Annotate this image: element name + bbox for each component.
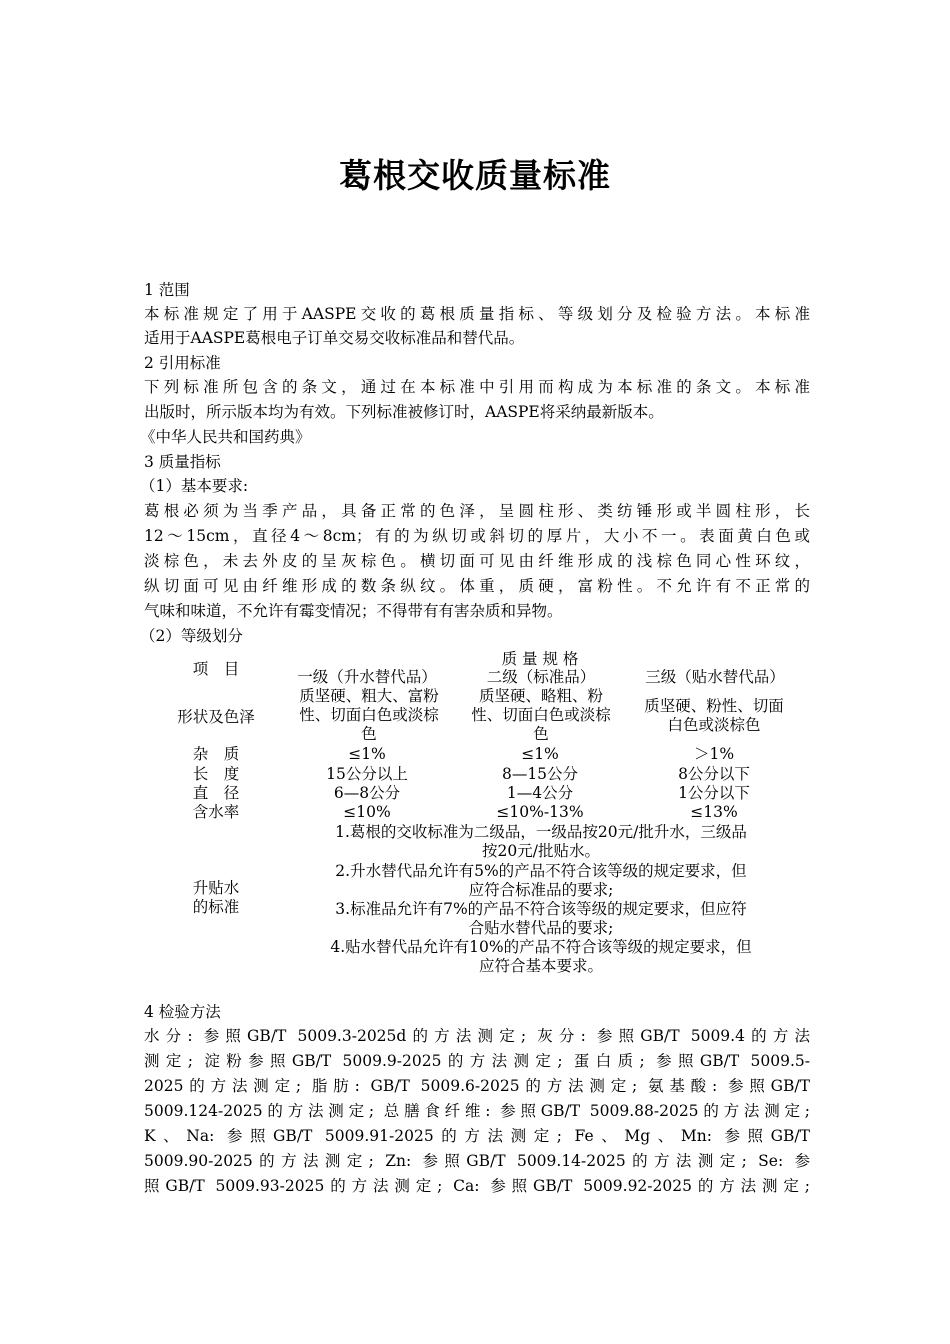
table-row-label-premium: 升贴水 (192, 879, 240, 897)
section-2-heading: 2 引用标准 (144, 354, 221, 372)
cell-text-line: 性、切面白色或淡棕 (471, 706, 611, 724)
section-1-text-line: 适用于AASPE葛根电子订单交易交收标准品和替代品。 (144, 329, 525, 347)
cell-text-line: 质坚硬、略粗、粉 (478, 687, 603, 705)
table-header-item: 项 目 (192, 660, 240, 678)
cell-text-line: 质坚硬、粗大、富粉 (299, 687, 439, 705)
table-row-label: 含水率 (192, 803, 240, 821)
table-cell: 1公分以下 (678, 784, 750, 802)
table-cell: 6—8公分 (333, 784, 401, 802)
cell-text-line: 色 (361, 725, 377, 743)
rule-line: 应符合标准品的要求; (468, 881, 614, 899)
section-4-text-line: 测定; 淀粉参照GB/T 5009.9-2025的方法测定; 蛋白质; 参照GB/T 5009.5- (144, 1052, 810, 1070)
section-2-text-line: 下列标准所包含的条文，通过在本标准中引用而构成为本标准的条文。本标准 (144, 378, 810, 396)
rule-line: 合贴水替代品的要求; (468, 919, 614, 937)
table-cell: ≤1% (348, 745, 386, 763)
basic-requirements-line: 12～15cm，直径4～8cm；有的为纵切或斜切的厚片，大小不一。表面黄白色或 (144, 527, 810, 545)
cell-text-line: 色 (533, 725, 549, 743)
table-row-label-shape: 形状及色泽 (177, 708, 255, 726)
table-header-grade-3: 三级（贴水替代品） (645, 668, 785, 686)
table-header-spec: 质 量 规 格 (501, 650, 579, 668)
basic-requirements-line: 气味和味道，不允许有霉变情况；不得带有有害杂质和异物。 (144, 602, 563, 620)
document-title: 葛根交收质量标准 (339, 156, 611, 195)
table-header-grade-1: 一级（升水替代品） (297, 668, 437, 686)
table-row-label: 长 度 (192, 765, 240, 783)
section-2-text-line: 出版时，所示版本均为有效。下列标准被修订时，AASPE将采纳最新版本。 (144, 403, 664, 421)
basic-requirements-line: 葛根必须为当季产品，具备正常的色泽，呈圆柱形、类纺锤形或半圆柱形，长 (144, 502, 810, 520)
cell-text-line: 性、切面白色或淡棕 (299, 706, 439, 724)
section-4-text-line: 水分: 参照GB/T 5009.3-2025d的方法测定; 灰分: 参照GB/T 5009.4的方法 (144, 1027, 810, 1045)
table-row-label: 直 径 (192, 784, 240, 802)
table-cell: 8公分以下 (678, 765, 750, 783)
basic-requirements-line: 淡棕色，未去外皮的呈灰棕色。横切面可见由纤维形成的浅棕色同心性环纹， (144, 552, 810, 570)
grade-division-heading: （2）等级划分 (140, 627, 243, 645)
table-cell: ＞1% (693, 745, 735, 763)
cell-text-line: 质坚硬、粉性、切面 (644, 697, 784, 715)
table-cell: ≤10% (343, 803, 391, 821)
table-cell: 8—15公分 (501, 765, 579, 783)
table-cell: ≤1% (521, 745, 559, 763)
table-header-grade-2: 二级（标准品） (486, 668, 596, 686)
basic-requirements-heading: （1）基本要求: (140, 477, 249, 495)
rule-line: 4.贴水替代品允许有10%的产品不符合该等级的规定要求，但 (330, 938, 752, 956)
section-1-text-line: 本标准规定了用于AASPE交收的葛根质量指标、等级划分及检验方法。本标准 (144, 305, 810, 323)
table-row-label: 杂 质 (192, 745, 240, 763)
table-row-label-premium: 的标准 (192, 898, 240, 916)
section-4-heading: 4 检验方法 (144, 1003, 221, 1021)
rule-line: 3.标准品允许有7%的产品不符合该等级的规定要求，但应符 (335, 900, 747, 918)
section-4-text-line: 5009.124-2025的方法测定; 总膳食纤维: 参照GB/T 5009.88-2025的方法测定; (144, 1102, 810, 1120)
section-4-text-line: 照GB/T 5009.93-2025的方法测定; Ca: 参照GB/T 5009.92-2025的方法测定; (144, 1177, 810, 1195)
section-4-text-line: 5009.90-2025的方法测定; Zn: 参照GB/T 5009.14-2025的方法测定; Se: 参 (144, 1152, 810, 1170)
section-4-text-line: K、Na: 参照GB/T 5009.91-2025的方法测定; Fe、Mg、Mn: 参照GB/T (144, 1127, 810, 1145)
table-cell: 1—4公分 (506, 784, 574, 802)
basic-requirements-line: 纵切面可见由纤维形成的数条纵纹。体重，质硬，富粉性。不允许有不正常的 (144, 577, 810, 595)
rule-line: 1.葛根的交收标准为二级品，一级品按20元/批升水，三级品 (335, 823, 747, 841)
table-cell: 15公分以上 (326, 765, 408, 783)
rule-line: 2.升水替代品允许有5%的产品不符合该等级的规定要求，但 (335, 862, 747, 880)
rule-line: 应符合基本要求。 (478, 957, 603, 975)
section-2-reference: 《中华人民共和国药典》 (140, 428, 311, 446)
cell-text-line: 白色或淡棕色 (667, 716, 761, 734)
rule-line: 按20元/批贴水。 (482, 842, 600, 860)
table-cell: ≤10%-13% (496, 803, 584, 821)
section-3-heading: 3 质量指标 (144, 453, 221, 471)
section-1-heading: 1 范围 (144, 281, 190, 299)
section-4-text-line: 2025的方法测定; 脂肪: GB/T 5009.6-2025的方法测定; 氨基酸: 参照GB/T (144, 1077, 810, 1095)
table-cell: ≤13% (690, 803, 738, 821)
